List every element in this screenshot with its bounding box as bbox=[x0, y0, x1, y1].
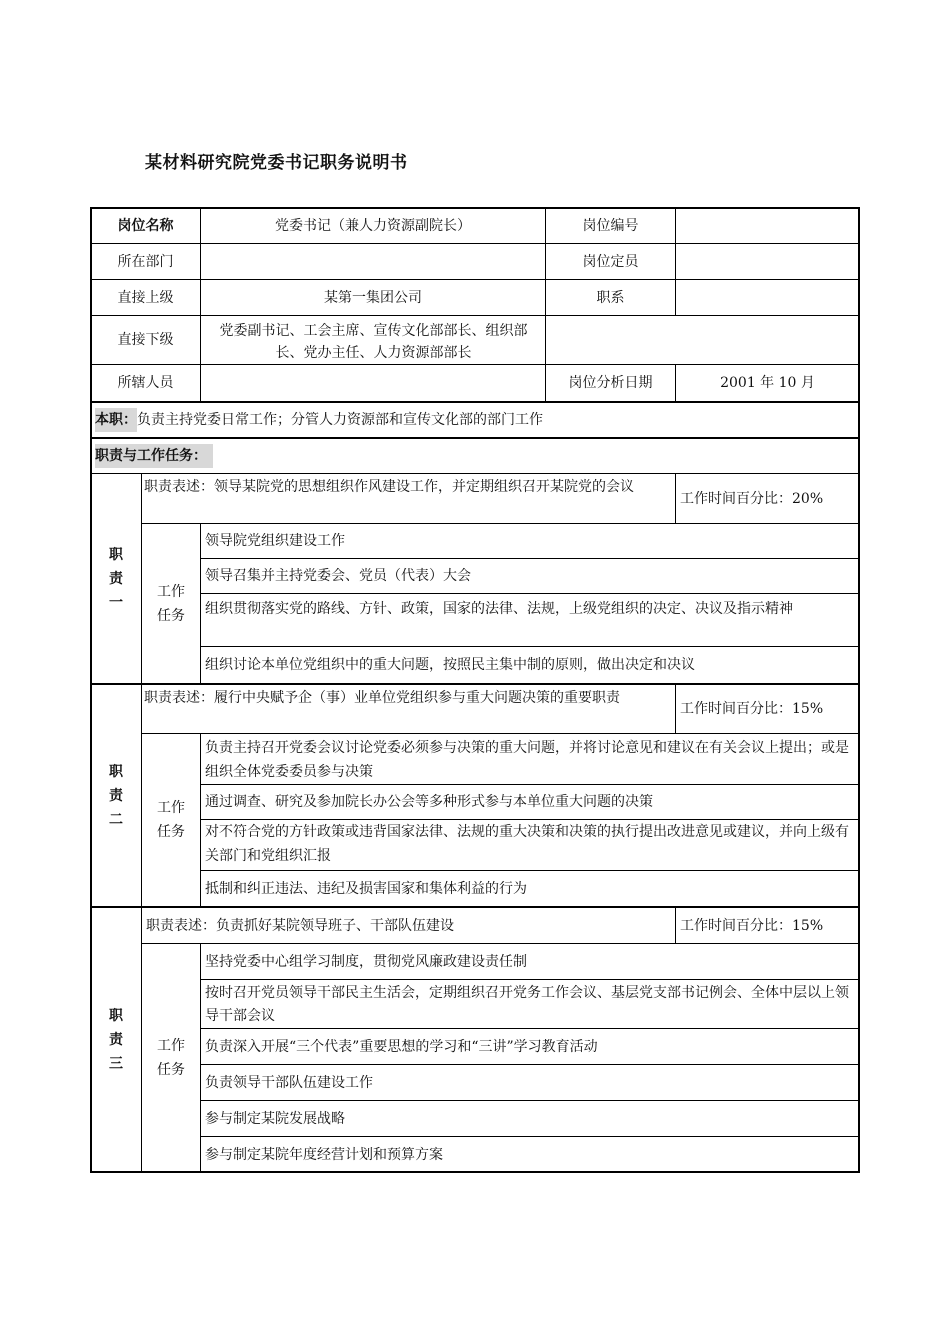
duty-1-tasks-label: 工作 任务 bbox=[141, 523, 201, 684]
duty-3-task-5: 参与制定某院发展战略 bbox=[200, 1100, 860, 1137]
duty-summary-row bbox=[90, 401, 860, 438]
subordinate-label: 直接下级 bbox=[90, 315, 201, 365]
responsibilities-heading: 职责与工作任务： bbox=[95, 444, 213, 468]
staff-value bbox=[200, 364, 546, 402]
duty-1-label bbox=[90, 473, 142, 684]
duty-1-statement: 职责表述：领导某院党的思想组织作风建设工作，并定期组织召开某院党的会议 bbox=[141, 473, 676, 524]
duty-3-label bbox=[90, 906, 142, 1173]
subordinate-blank bbox=[545, 315, 860, 365]
duty-3-tasks-label: 工作 任务 bbox=[141, 943, 201, 1173]
subordinate-value: 党委副书记、工会主席、宣传文化部部长、组织部长、党办主任、人力资源部部长 bbox=[200, 315, 546, 365]
staff-label: 所辖人员 bbox=[90, 364, 201, 402]
duty-1-task-2: 领导召集并主持党委会、党员（代表）大会 bbox=[200, 558, 860, 594]
duty-3-task-1: 坚持党委中心组学习制度，贯彻党风廉政建设责任制 bbox=[200, 943, 860, 980]
duty-3-statement: 职责表述：负责抓好某院领导班子、干部队伍建设 bbox=[141, 906, 676, 944]
dept-label: 所在部门 bbox=[90, 243, 201, 280]
duty-3-task-2: 按时召开党员领导干部民主生活会，定期组织召开党务工作会议、基层党支部书记例会、全体中层以上领导干部会议 bbox=[200, 979, 860, 1029]
series-value bbox=[675, 279, 860, 316]
duty-3-time-share: 工作时间百分比：15% bbox=[675, 906, 860, 944]
superior-value: 某第一集团公司 bbox=[200, 279, 546, 316]
superior-label: 直接上级 bbox=[90, 279, 201, 316]
page-title: 某材料研究院党委书记职务说明书 bbox=[145, 153, 408, 173]
duty-2-statement: 职责表述：履行中央赋予企（事）业单位党组织参与重大问题决策的重要职责 bbox=[141, 683, 676, 734]
duty-2-task-4: 抵制和纠正违法、违纪及损害国家和集体利益的行为 bbox=[200, 870, 860, 907]
duty-2-task-2: 通过调查、研究及参加院长办公会等多种形式参与本单位重大问题的决策 bbox=[200, 784, 860, 820]
analysis-date-label: 岗位分析日期 bbox=[545, 364, 676, 402]
duty-3-label-text: 职 责 三 bbox=[109, 1008, 123, 1072]
duty-1-time-share: 工作时间百分比：20% bbox=[675, 473, 860, 524]
job-code-value bbox=[675, 207, 860, 244]
job-name-label: 岗位名称 bbox=[90, 207, 201, 244]
headcount-label: 岗位定员 bbox=[545, 243, 676, 280]
duty-3-task-6: 参与制定某院年度经营计划和预算方案 bbox=[200, 1136, 860, 1173]
duty-2-task-3: 对不符合党的方针政策或违背国家法律、法规的重大决策和决策的执行提出改进意见或建议，并向上级有关部门和党组织汇报 bbox=[200, 819, 860, 871]
duty-2-label-text: 职 责 二 bbox=[109, 763, 123, 828]
duty-1-task-3: 组织贯彻落实党的路线、方针、政策，国家的法律、法规，上级党组织的决定、决议及指示精神 bbox=[200, 593, 860, 647]
dept-value bbox=[200, 243, 546, 280]
duty-3-task-4: 负责领导干部队伍建设工作 bbox=[200, 1064, 860, 1101]
duty-2-tasks-label: 工作 任务 bbox=[141, 733, 201, 907]
analysis-date-value: 2001 年 10 月 bbox=[675, 364, 860, 402]
headcount-value bbox=[675, 243, 860, 280]
job-name-value: 党委书记（兼人力资源副院长） bbox=[200, 207, 546, 244]
duty-2-time-share: 工作时间百分比：15% bbox=[675, 683, 860, 734]
duty-2-task-1: 负责主持召开党委会议讨论党委必须参与决策的重大问题，并将讨论意见和建议在有关会议上提出；或是组织全体党委委员参与决策 bbox=[200, 733, 860, 785]
responsibilities-heading-row bbox=[90, 437, 860, 474]
duty-1-task-4: 组织讨论本单位党组织中的重大问题，按照民主集中制的原则，做出决定和决议 bbox=[200, 646, 860, 684]
duty-summary-label: 本职： bbox=[95, 408, 137, 432]
duty-1-label-text: 职 责 一 bbox=[109, 546, 123, 611]
duty-summary-text: 负责主持党委日常工作；分管人力资源部和宣传文化部的部门工作 bbox=[137, 412, 543, 428]
duty-1-task-1: 领导院党组织建设工作 bbox=[200, 523, 860, 559]
duty-2-label bbox=[90, 683, 142, 907]
job-code-label: 岗位编号 bbox=[545, 207, 676, 244]
series-label: 职系 bbox=[545, 279, 676, 316]
duty-3-task-3: 负责深入开展“三个代表”重要思想的学习和“三讲”学习教育活动 bbox=[200, 1028, 860, 1065]
